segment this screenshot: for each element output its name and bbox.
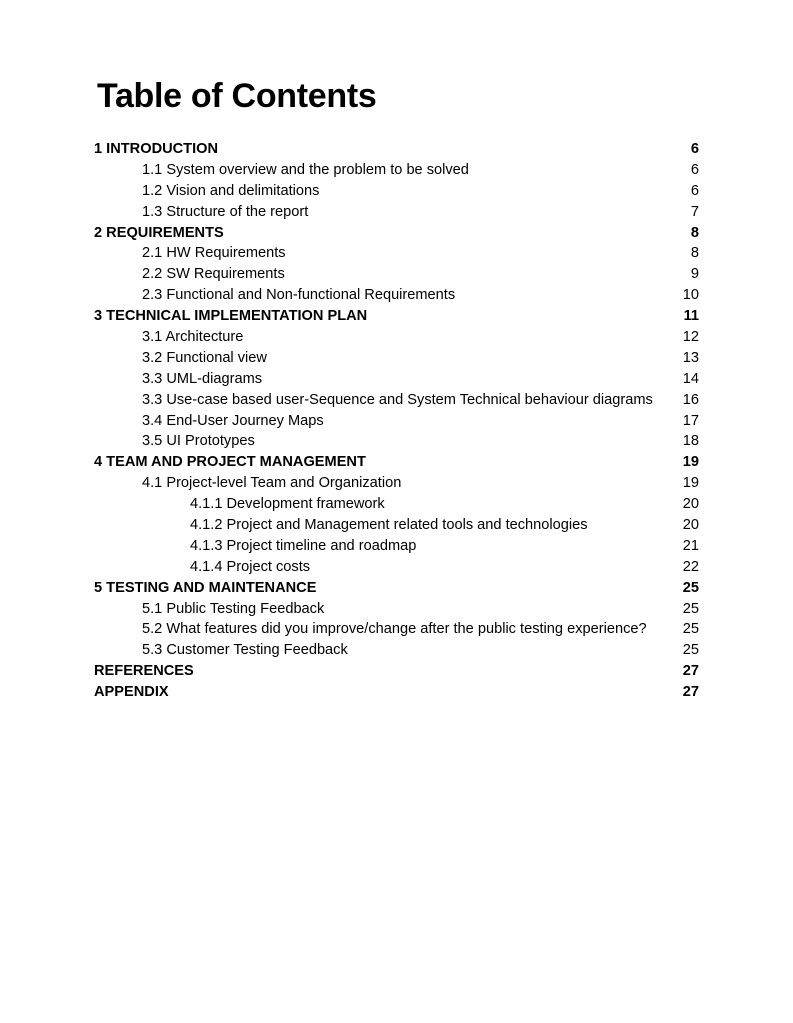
- toc-entry[interactable]: [94, 202, 699, 223]
- toc-entry-label: 1.1 System overview and the problem to be solved: [142, 161, 469, 178]
- toc-entry-page-number: 10: [682, 287, 699, 304]
- toc-entry[interactable]: [94, 682, 699, 703]
- toc-entry-page-number: 8: [690, 224, 699, 241]
- toc-entry-label: APPENDIX: [94, 684, 169, 701]
- toc-entry[interactable]: [94, 411, 699, 432]
- toc-entry[interactable]: [94, 536, 699, 557]
- toc-entry-page-number: 16: [682, 391, 699, 408]
- toc-entry-page-number: 13: [682, 349, 699, 366]
- toc-entry-label: 3.1 Architecture: [142, 329, 244, 346]
- toc-entry[interactable]: [94, 473, 699, 494]
- toc-entry-page-number: 20: [682, 517, 699, 534]
- toc-entry[interactable]: [94, 285, 699, 306]
- toc-entry[interactable]: [94, 494, 699, 515]
- toc-entry-page-number: 25: [682, 642, 699, 659]
- toc-entry[interactable]: [94, 160, 699, 181]
- toc-entry-page-number: 12: [682, 329, 699, 346]
- toc-entry-label: 4.1 Project-level Team and Organization: [142, 475, 402, 492]
- toc-entry-page-number: 6: [690, 182, 699, 199]
- toc-entry[interactable]: [94, 306, 699, 327]
- toc-entry[interactable]: [94, 264, 699, 285]
- toc-entry-label: 3.4 End-User Journey Maps: [142, 412, 324, 429]
- toc-entry-page-number: 14: [682, 370, 699, 387]
- toc-entry-label: REFERENCES: [94, 663, 194, 680]
- toc-entry[interactable]: [94, 619, 699, 640]
- toc-entry-label: 5.3 Customer Testing Feedback: [142, 642, 348, 659]
- toc-entry-label: 1.2 Vision and delimitations: [142, 182, 320, 199]
- toc-entry-label: 4.1.4 Project costs: [190, 558, 311, 575]
- toc-entry-label: 1 INTRODUCTION: [94, 141, 219, 157]
- toc-entry-page-number: 22: [682, 558, 699, 575]
- toc-entry-label: 2.1 HW Requirements: [142, 245, 286, 262]
- toc-entry-label: 2 REQUIREMENTS: [94, 224, 224, 241]
- toc-entry-label: 3.5 UI Prototypes: [142, 433, 255, 450]
- toc-entry-page-number: 6: [690, 141, 699, 157]
- toc-entry-label: 5.1 Public Testing Feedback: [142, 600, 325, 617]
- page-title: Table of Contents: [97, 77, 377, 115]
- toc-entry[interactable]: [94, 348, 699, 369]
- toc-entry-label: 1.3 Structure of the report: [142, 203, 309, 220]
- toc-entry-page-number: 25: [682, 621, 699, 638]
- toc-entry-label: 3.3 Use-case based user-Sequence and System Technical behaviour diagrams: [142, 391, 653, 408]
- toc-entry[interactable]: [94, 181, 699, 202]
- toc-entry-page-number: 8: [690, 245, 699, 262]
- toc-entry-page-number: 19: [682, 454, 699, 471]
- toc-entry-page-number: 27: [682, 663, 699, 680]
- toc-entry-page-number: 9: [690, 266, 699, 283]
- toc-entry[interactable]: [94, 223, 699, 244]
- toc-entry-page-number: 17: [682, 412, 699, 429]
- toc-entry[interactable]: [94, 557, 699, 578]
- toc-entry-label: 4.1.1 Development framework: [190, 496, 385, 513]
- toc-entry[interactable]: [94, 515, 699, 536]
- toc-entry[interactable]: [94, 599, 699, 620]
- toc-entry-label: 3.2 Functional view: [142, 349, 267, 366]
- toc-entry[interactable]: [94, 369, 699, 390]
- toc-entry-page-number: 7: [690, 203, 699, 220]
- toc-entry-label: 5 TESTING AND MAINTENANCE: [94, 579, 317, 596]
- toc-entry-label: 4.1.2 Project and Management related tools and technologies: [190, 517, 588, 534]
- toc-entry[interactable]: [94, 661, 699, 682]
- toc-entry-page-number: 21: [682, 537, 699, 554]
- toc-entry-label: 4.1.3 Project timeline and roadmap: [190, 537, 417, 554]
- toc-entry[interactable]: [94, 452, 699, 473]
- toc-entry-label: 2.2 SW Requirements: [142, 266, 285, 283]
- toc-entry-page-number: 27: [682, 684, 699, 701]
- toc-entry[interactable]: [94, 640, 699, 661]
- toc-entry-label: 2.3 Functional and Non-functional Requirements: [142, 287, 456, 304]
- toc-entry[interactable]: [94, 390, 699, 411]
- toc-entry-label: 5.2 What features did you improve/change after the public testing experience?: [142, 621, 647, 638]
- toc-entry-page-number: 18: [682, 433, 699, 450]
- toc-entry-page-number: 6: [690, 161, 699, 178]
- toc-entry-page-number: 25: [682, 600, 699, 617]
- toc-entry-page-number: 19: [682, 475, 699, 492]
- toc-entry[interactable]: [94, 327, 699, 348]
- toc-entry-page-number: 20: [682, 496, 699, 513]
- toc-entry[interactable]: [94, 243, 699, 264]
- toc-entry[interactable]: [94, 431, 699, 452]
- toc-entry[interactable]: [94, 139, 699, 160]
- toc-entry-label: 4 TEAM AND PROJECT MANAGEMENT: [94, 454, 366, 471]
- toc-entry-page-number: 11: [683, 308, 699, 325]
- toc-entry-page-number: 25: [682, 579, 699, 596]
- table-of-contents: [94, 139, 699, 703]
- toc-entry-label: 3.3 UML-diagrams: [142, 370, 263, 387]
- toc-entry[interactable]: [94, 578, 699, 599]
- toc-entry-label: 3 TECHNICAL IMPLEMENTATION PLAN: [94, 308, 368, 325]
